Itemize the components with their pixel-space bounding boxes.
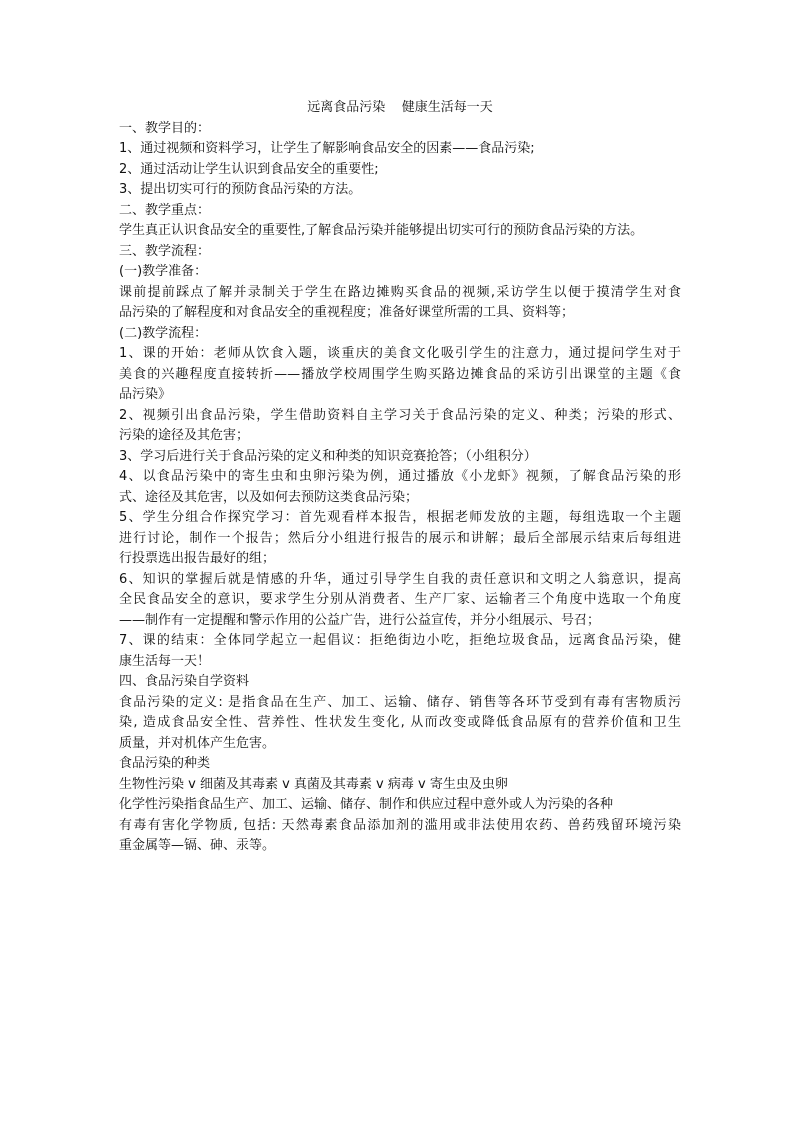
text-line: 式、途径及其危害，以及如何去预防这类食品污染； (119, 489, 419, 505)
text-line: 食品污染的种类 (119, 756, 211, 771)
text-line: 5、学生分组合作探究学习：首先观看样本报告，根据老师发放的主题，每组选取一个主题 (119, 510, 681, 525)
text-line: 2、视频引出食品污染，学生借助资料自主学习关于食品污染的定义、种类；污染的形式、 (119, 407, 681, 423)
text-line: 行投票选出报告最好的组； (119, 551, 276, 566)
text-line: 重金属等—镉、砷、汞等。 (119, 838, 276, 853)
text-line: 课前提前踩点了解并录制关于学生在路边摊购买食品的视频,采访学生以便于摸清学生对食 (119, 284, 681, 300)
text-line: 有毒有害化学物质, 包括: 天然毒素食品添加剂的滥用或非法使用农药、兽药残留环境污染 (119, 817, 681, 833)
text-line: 美食的兴趣程度直接转折——播放学校周围学生购买路边摊食品的采访引出课堂的主题《食 (119, 366, 681, 382)
text-line: 3、提出切实可行的预防食品污染的方法。 (119, 182, 362, 197)
text-line: 三、教学流程： (119, 243, 211, 259)
text-line: 学生真正认识食品安全的重要性,了解食品污染并能够提出切实可行的预防食品污染的方法。 (119, 223, 644, 238)
text-line: 康生活每一天！ (119, 653, 211, 669)
text-line: 进行讨论，制作一个报告；然后分小组进行报告的展示和讲解；最后全部展示结束后每组进 (119, 530, 681, 546)
text-line: ——制作有一定提醒和警示作用的公益广告，进行公益宣传，并分小组展示、号召； (119, 612, 601, 628)
text-line: 二、教学重点： (119, 202, 211, 218)
text-line: 全民食品安全的意识，要求学生分别从消费者、生产厂家、运输者三个角度中选取一个角度 (119, 592, 681, 607)
text-line: 品污染的了解程度和对食品安全的重视程度；准备好课堂所需的工具、资料等； (119, 305, 575, 320)
text-line: 6、知识的掌握后就是情感的升华，通过引导学生自我的责任意识和文明之人翁意识，提高 (119, 571, 681, 587)
text-line: 1、通过视频和资料学习，让学生了解影响食品安全的因素——食品污染; (119, 141, 535, 156)
text-line: 2、通过活动让学生认识到食品安全的重要性; (119, 161, 379, 177)
text-line: 质量，并对机体产生危害。 (119, 735, 276, 751)
text-line: 4、以食品污染中的寄生虫和虫卵污染为例，通过播放《小龙虾》视频，了解食品污染的形 (119, 469, 681, 484)
text-line: (二)教学流程： (119, 325, 208, 341)
document-title: 远离食品污染 健康生活每一天 (307, 100, 493, 115)
text-line: 3、学习后进行关于食品污染的定义和种类的知识竞赛抢答；（小组积分） (119, 448, 537, 464)
text-line: 1、课的开始：老师从饮食入题，谈重庆的美食文化吸引学生的注意力，通过提问学生对于 (119, 346, 681, 361)
text-line: 食品污染的定义: 是指食品在生产、加工、运输、储存、销售等各环节受到有毒有害物质污 (119, 694, 681, 710)
text-line: 一、教学目的： (119, 120, 211, 136)
document-body (119, 119, 681, 857)
text-line: 四、食品污染自学资料 (119, 674, 250, 689)
text-line: 污染的途径及其危害； (119, 428, 250, 443)
text-line: 染, 造成食品安全性、营养性、性状发生变化, 从而改变或降低食品原有的营养价值和卫生 (119, 715, 681, 730)
document-page (119, 98, 681, 857)
text-line: 7、课的结束：全体同学起立一起倡议：拒绝街边小吃，拒绝垃圾食品，远离食品污染，健 (119, 633, 681, 648)
text-line: 化学性污染指食品生产、加工、运输、储存、制作和供应过程中意外或人为污染的各种 (119, 797, 614, 812)
text-line: 生物性污染 v 细菌及其毒素 v 真菌及其毒素 v 病毒 v 寄生虫及虫卵 (119, 776, 508, 792)
text-line: (一)教学准备： (119, 264, 208, 279)
text-line: 品污染》 (119, 387, 172, 402)
